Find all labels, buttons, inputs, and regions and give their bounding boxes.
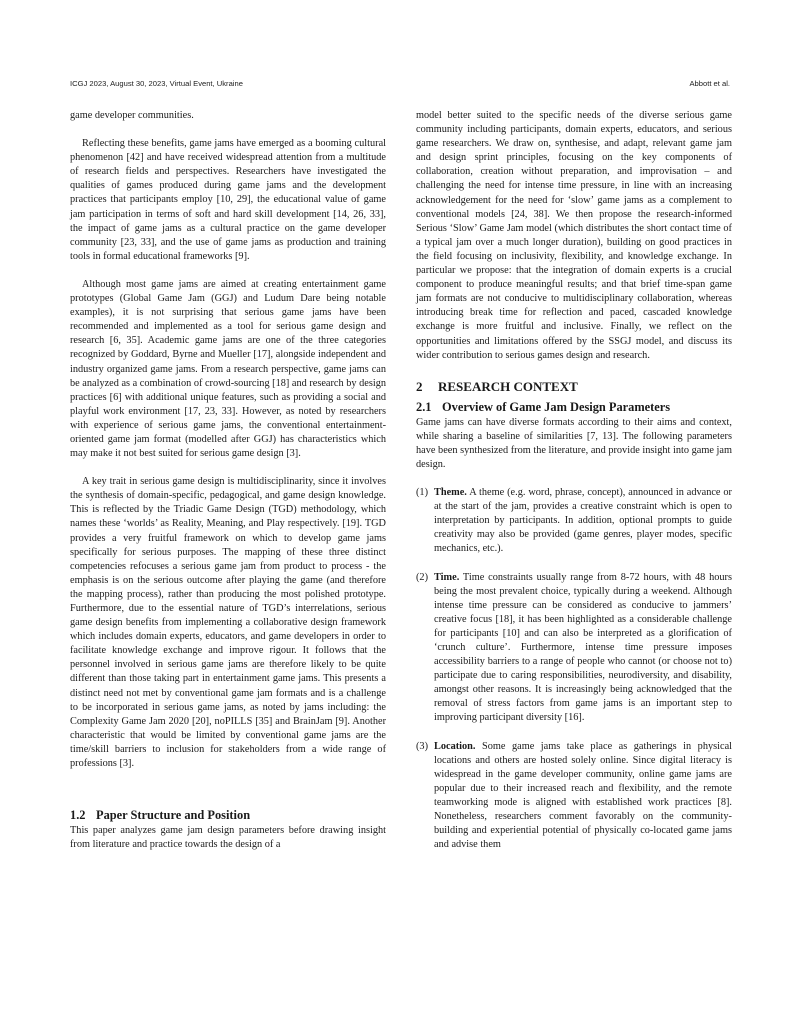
list-marker: (1): [416, 487, 429, 499]
list-marker: (2): [416, 571, 429, 583]
section-heading-2: [416, 378, 732, 396]
header-venue: ICGJ 2023, August 30, 2023, Virtual Event, Ukraine: [70, 79, 243, 88]
paragraph: Reflecting these benefits, game jams have emerged as a booming cultural phenomenon [42] and have received widespread attention from a multitude of research fields and perspectives. Researchers have investigated the qualities of games produced during game jams and the development practices that participants employ [10, 29], the educational value of game jam participation in terms of soft and hard skill development [14, 26, 33], the impact of game jams as a cultural practice on the game developer community [23, 33], and the use of game jams as production and training tools in formal educational frameworks [9].: [70, 138, 386, 262]
list-item-time: [416, 571, 732, 726]
list-term: Time.: [434, 571, 460, 583]
list-item-location: [416, 740, 732, 853]
running-header: [70, 79, 730, 93]
section-number: 1.2: [70, 808, 86, 823]
section-heading-2-1: [416, 399, 732, 416]
section-number: 2.1: [416, 399, 432, 414]
paragraph: model better suited to the specific needs of the diverse serious game community including participants, domain experts, educators, and serious game researchers. We draw on, synthesise, and adapt, relevant game jam and design sprint principles, focusing on the key components of collaboration, creation without preparation, and improvisation – and challenging the need for intense time pressure, in line with an increasing acknowledgement for the need for ‘slow’ game jams as a complement to conventional models [24, 38]. We then propose the research-informed Serious ‘Slow’ Game Jam model (which distributes the short contact time of a typical jam over a much longer duration), building on good practices in the field focusing on inclusivity, flexibility, and knowledge exchange. In particular we propose: that the integration of domain experts is a crucial component to produce meaningful results; and that brief time-span game jam formats are not conducive to multidisciplinary collaboration, whereas introducing break time for reflection and paced, cascaded knowledge exchange is more fruitful and inclusive. Finally, we reflect on the opportunities and limitations offered by the SSGJ model, and discuss its wider contribution to serious games design and research.: [416, 110, 732, 361]
right-column: [416, 109, 732, 852]
list-term: Theme.: [434, 487, 467, 499]
paragraph: game developer communities.: [70, 110, 194, 121]
list-text: Some game jams take place as gatherings in physical locations and others are hosted solely online. Since digital literacy is widespread in the game developer community, online game jams are popular due to their increased reach and flexibility, and the remote teamworking mode is aligned with established work practices [8]. Nonetheless, researchers comment favorably on the community-building and experiential potential of physically co-located game jams and advise them: [434, 740, 732, 851]
list-text: Time constraints usually range from 8-72 hours, with 48 hours being the most prevalent choice, typically during a weekend. Although intense time pressure can be considered as conducive to jammers’ creative focus [18], it has been highlighted as a considerable challenge for participants [10] and can also be interpreted as a glorification of ‘crunch culture’. Furthermore, intense time pressure imposes accessibility barriers to a range of people who cannot (or choose not to) participate due to caring responsibilities, neurodiversity, and disability, amongst other reasons. It is increasingly being acknowledged that the removal of stress factors from game jams is an important step to improving participant diversity [16].: [434, 571, 732, 724]
section-title: Paper Structure and Position: [96, 808, 251, 823]
list-marker: (3): [416, 740, 429, 752]
header-authors: Abbott et al.: [689, 79, 730, 88]
paragraph: A key trait in serious game design is multidisciplinarity, since it involves the synthesis of domain-specific, pedagogical, and game design knowledge. This is reflected by the Triadic Game Design (TGD) methodology, which names these ‘worlds’ as Reality, Meaning, and Play respectively. [19]. TGD provides a very fruitful framework on which to develop game jams specifically for serious purposes. The mapping of these three distinct competencies refocuses a serious game jam from product to process - the emphasis is on the serious outcome after playing the game (and therefore the mapping process), rather than producing the most polished prototype. Furthermore, due to the essential nature of TGD’s interrelations, serious game design benefits from implementing a collaborative design framework which includes domain experts, educators, and game developers in order to facilitate knowledge exchange and improve rigour. It follows that the personnel involved in serious game jams are therefore likely to be quite different than those taking part in entertainment game jams. This presents a distinct need not met by conventional game jam formats and is a challenge to be incorporated in serious game jams, as noted by jams including: the Complexity Game Jam 2020 [20], noPILLS [35] and BrainJam [9]. Another characteristic that would be limited by conventional game jams are the time/skill barriers to inclusion for stakeholders from a wide range of professions [3].: [70, 476, 386, 770]
list-item-theme: [416, 486, 732, 556]
list-term: Location.: [434, 740, 476, 752]
paragraph: Game jams can have diverse formats according to their aims and context, while sharing a baseline of similarities [7, 13]. The following parameters have been synthesized from the literature, and provide insight into game jam design.: [416, 416, 732, 470]
parameter-list: [416, 486, 732, 852]
paragraph: Although most game jams are aimed at creating entertainment game prototypes (Global Game Jam (GGJ) and Ludum Dare being notable examples), it is not surprising that serious game jams have been recommended and implemented as a tool for serious game design and research [6, 35]. Academic game jams are one of the three categories recognized by Goddard, Byrne and Mueller [17], alongside independent and industry organized game jams. From a research perspective, game jams can be analyzed as a combination of crowd-sourcing [18] and research by design practices [6] with additional unique features, such as providing a social and playful work environment [17, 23, 33]. However, as noted by researchers with experience of serious game jams, the conventional entertainment-oriented game jam format (modelled after GGJ) has characteristics which may make it not best suited for serious game design [3].: [70, 278, 386, 460]
section-title: Overview of Game Jam Design Parameters: [442, 399, 671, 414]
left-column: [70, 109, 386, 852]
section-number: 2: [416, 378, 423, 394]
list-text: A theme (e.g. word, phrase, concept), announced in advance or at the start of the jam, provides a creative constraint which is open to interpretation by participants. In addition, optional prompts to guide creativity may also be provided (game genres, player modes, specific mechanics, etc.).: [434, 487, 732, 555]
section-heading-1-2: [70, 807, 386, 824]
paragraph: This paper analyzes game jam design parameters before drawing insight from literature and practice towards the design of a: [70, 825, 386, 851]
section-title: RESEARCH CONTEXT: [438, 378, 578, 394]
